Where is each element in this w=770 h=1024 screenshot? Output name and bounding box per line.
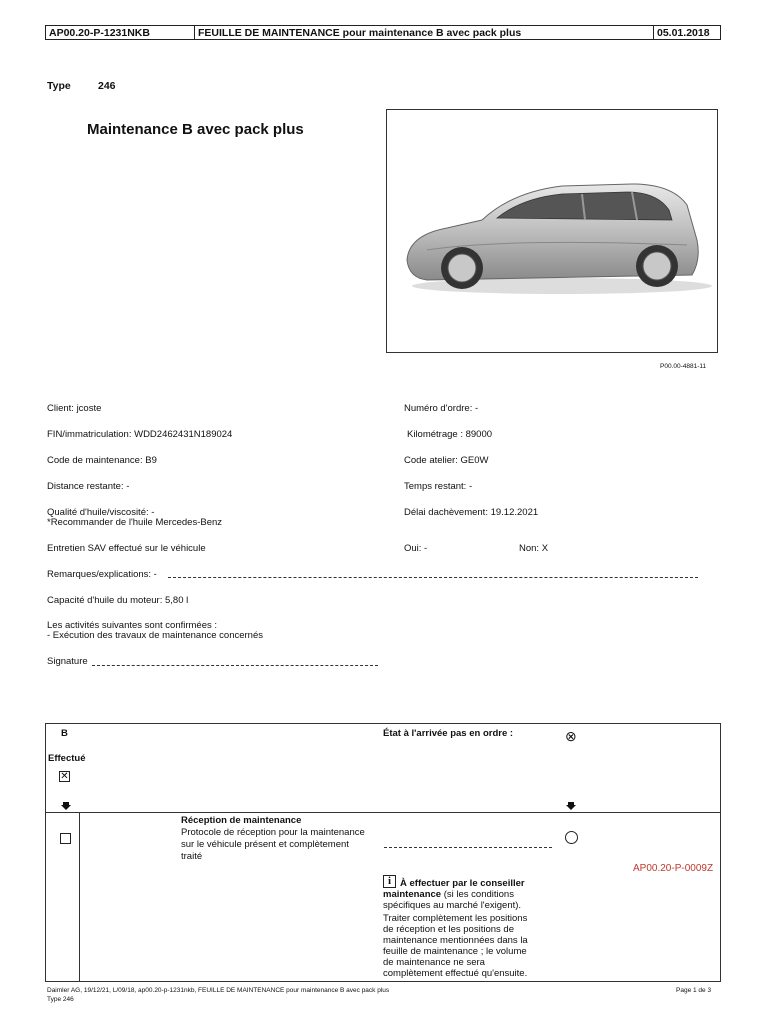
info-line-4: Traiter complètement les positions <box>383 913 528 924</box>
oil-quality-field: Qualité d'huile/viscosité: - <box>47 507 155 518</box>
info-line-3: spécifiques au marché l'exigent). <box>383 900 522 911</box>
table-divider <box>46 812 721 813</box>
info-line-6: maintenance mentionnées dans la <box>383 935 528 946</box>
crossed-circle-icon: ⊗ <box>565 728 577 744</box>
type-label: Type <box>47 80 71 92</box>
reference-link[interactable]: AP00.20-P-0009Z <box>633 863 714 874</box>
info-title-line-2 <box>383 889 514 900</box>
info-bold-text: maintenance <box>383 889 442 900</box>
oil-recommendation: *Recommander de l'huile Mercedes-Benz <box>47 517 223 528</box>
reception-line-3: traité <box>181 851 203 862</box>
remarks-label: Remarques/explications: - <box>47 569 157 580</box>
image-caption: P00.00-4881-11 <box>660 363 707 370</box>
info-line-9: complètement effectué qu'ensuite. <box>383 968 528 979</box>
completion-deadline-field: Délai dachèvement: 19.12.2021 <box>404 507 539 518</box>
service-performed-label: Entretien SAV effectué sur le véhicule <box>47 543 206 554</box>
yes-field: Oui: - <box>404 543 428 554</box>
fin-field: FIN/immatriculation: WDD2462431N189024 <box>47 429 233 440</box>
info-line-7: feuille de maintenance ; le volume <box>383 946 527 957</box>
col-b-header: B <box>61 728 68 739</box>
vehicle-image-frame <box>386 109 718 353</box>
oil-capacity-field: Capacité d'huile du moteur: 5,80 l <box>47 595 189 606</box>
table-column-divider <box>79 812 80 982</box>
arrow-down-icon <box>566 802 576 810</box>
confirmed-activities-item: - Exécution des travaux de maintenance concernés <box>47 630 263 641</box>
type-value: 246 <box>98 80 116 92</box>
info-icon: i <box>383 875 396 888</box>
order-number-field: Numéro d'ordre: - <box>404 403 479 414</box>
footer-divider <box>45 981 721 982</box>
reception-title: Réception de maintenance <box>181 815 302 826</box>
info-line-5: de réception et les positions de <box>383 924 514 935</box>
signature-line <box>92 665 378 666</box>
info-normal-text: (si les conditions <box>441 889 514 900</box>
reception-checkbox[interactable] <box>60 833 71 844</box>
done-checkbox-checked-icon[interactable]: ✕ <box>60 771 69 782</box>
info-line-8: de maintenance ne sera <box>383 957 485 968</box>
client-field: Client: jcoste <box>47 403 102 414</box>
reception-line-dots <box>384 847 552 848</box>
arrow-down-icon <box>61 802 71 810</box>
reception-status-circle[interactable] <box>565 831 578 844</box>
signature-label: Signature <box>47 656 88 667</box>
doc-date: 05.01.2018 <box>653 25 721 40</box>
remaining-distance-field: Distance restante: - <box>47 481 130 492</box>
maintenance-table <box>45 723 721 981</box>
reception-line-1: Protocole de réception pour la maintenance <box>181 827 365 838</box>
confirmed-activities-label: Les activités suivantes sont confirmées : <box>47 620 218 631</box>
mileage-field: Kilométrage : 89000 <box>407 429 493 440</box>
info-title-line-1: À effectuer par le conseiller <box>400 878 525 889</box>
doc-code: AP00.20-P-1231NKB <box>45 25 195 40</box>
footer-line-2: Type 246 <box>47 996 74 1003</box>
arrival-state-label: État à l'arrivée pas en ordre : <box>383 728 514 739</box>
doc-title: FEUILLE DE MAINTENANCE pour maintenance B avec pack plus <box>194 25 654 40</box>
no-field: Non: X <box>519 543 549 554</box>
page-number: Page 1 de 3 <box>676 987 712 994</box>
done-label: Effectué <box>48 753 86 764</box>
maintenance-code-field: Code de maintenance: B9 <box>47 455 157 466</box>
reception-line-2: sur le véhicule présent et complètement <box>181 839 349 850</box>
footer-line-1: Daimler AG, 19/12/21, L/09/18, ap00.20-p-1231nkb, FEUILLE DE MAINTENANCE pour maintenance B avec pack plus <box>47 987 390 994</box>
vehicle-illustration <box>387 110 717 352</box>
page-title: Maintenance B avec pack plus <box>87 121 304 138</box>
workshop-code-field: Code atelier: GE0W <box>404 455 489 466</box>
remaining-time-field: Temps restant: - <box>404 481 473 492</box>
remarks-line <box>168 577 698 578</box>
